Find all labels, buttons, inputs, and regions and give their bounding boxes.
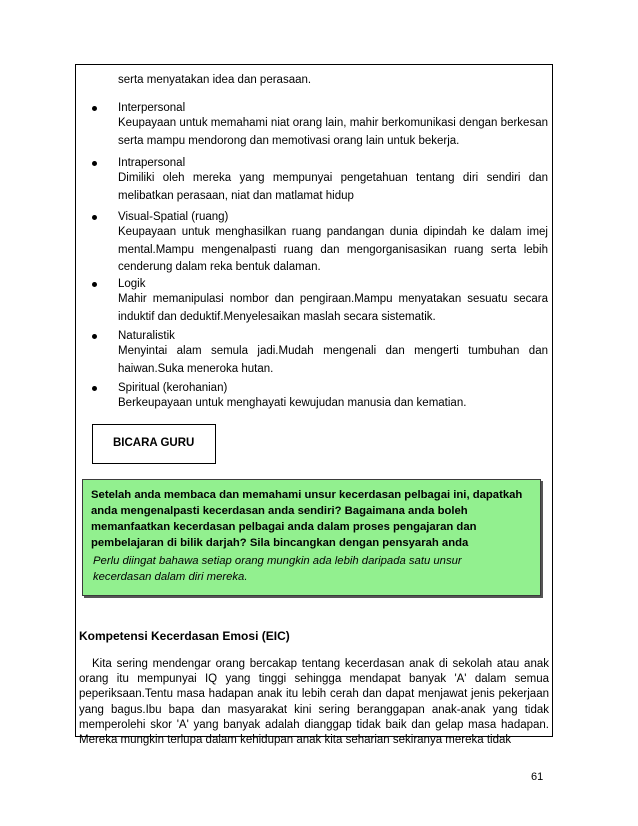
item-title: Interpersonal xyxy=(118,102,186,114)
item-body: Keupayaan untuk menghasilkan ruang pandangan dunia dipindah ke dalam imej mental.Mampu mengenalpasti ruang dan mengorganisasikan ruang serta lebih cenderung dalam reka bentuk dalaman. xyxy=(118,226,548,273)
item-title: Naturalistik xyxy=(118,330,175,342)
item-body: Menyintai alam semula jadi.Mudah mengenali dan mengerti tumbuhan dan haiwan.Suka meneroka hutan. xyxy=(118,345,548,375)
bullet-icon xyxy=(92,282,97,287)
bullet-icon xyxy=(92,161,97,166)
bullet-icon xyxy=(92,215,97,220)
item-title: Visual-Spatial (ruang) xyxy=(118,211,229,223)
item-body: Mahir memanipulasi nombor dan pengiraan.Mampu menyatakan sesuatu secara induktif dan deduktif.Menyelesaikan maslah secara sistematik. xyxy=(118,293,548,323)
activity-note: Perlu diingat bahawa setiap orang mungkin ada lebih daripada satu unsur kecerdasan dalam diri mereka. xyxy=(93,555,462,583)
item-body: Berkeupayaan untuk menghayati kewujudan manusia dan kematian. xyxy=(118,397,467,409)
item-title: Intrapersonal xyxy=(118,157,186,169)
activity-box xyxy=(82,479,541,596)
bicara-guru-label: BICARA GURU xyxy=(113,437,195,449)
item-body: Keupayaan untuk memahami niat orang lain, mahir berkomunikasi dengan berkesan serta mampu mendorong dan memotivasi orang lain untuk bekerja. xyxy=(118,117,548,147)
item-title: Logik xyxy=(118,278,146,290)
bullet-icon xyxy=(92,106,97,111)
section-paragraph: Kita sering mendengar orang bercakap tentang kecerdasan anak di sekolah atau anak orang itu mempunyai IQ yang tinggi sehingga mendapat banyak 'A' dalam semua peperiksaan.Tentu masa hadapan anak itu lebih cerah dan dapat menjawat jenis pekerjaan yang bagus.Ibu bapa dan masyarakat kini sering beranggapan anak-anak yang tidak memperolehi skor 'A' yang banyak adalah dianggap tidak baik dan gelap masa hadapan. Mereka mungkin terlupa dalam kehidupan anak kita seharian sekiranya mereka tidak xyxy=(79,658,549,747)
activity-question: Setelah anda membaca dan memahami unsur kecerdasan pelbagai ini, dapatkah anda mengenalpasti kecerdasan anda sendiri? Bagaimana anda boleh memanfaatkan kecerdasan pelbagai anda dalam proses pengajaran dan pembelajaran di bilik darjah? Sila bincangkan dengan pensyarah anda xyxy=(91,489,523,549)
intro-line: serta menyatakan idea dan perasaan. xyxy=(118,74,312,86)
item-body: Dimiliki oleh mereka yang mempunyai pengetahuan tentang diri sendiri dan melibatkan perasaan, niat dan matlamat hidup xyxy=(118,172,548,202)
section-title: Kompetensi Kecerdasan Emosi (EIC) xyxy=(79,629,290,643)
item-title: Spiritual (kerohanian) xyxy=(118,382,228,394)
bullet-icon xyxy=(92,334,97,339)
bicara-guru-box xyxy=(92,424,216,464)
page-number: 61 xyxy=(531,771,544,783)
bullet-icon xyxy=(92,386,97,391)
